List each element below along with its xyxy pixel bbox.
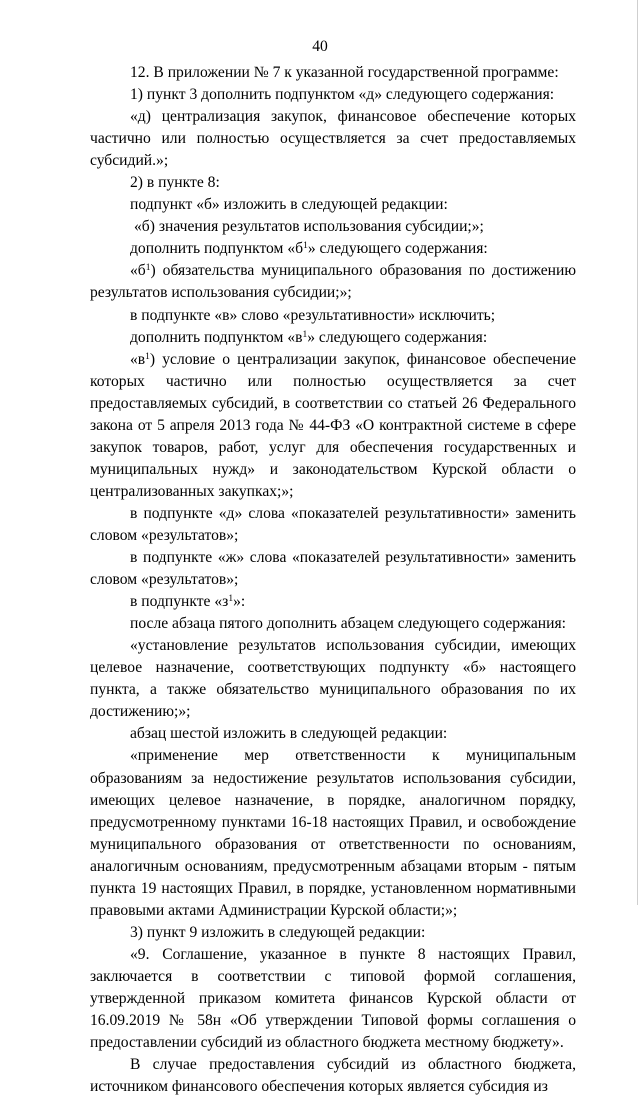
paragraph: «б) значения результатов использования субсидии;»;: [134, 218, 484, 236]
paragraph: «применение мер ответственности к муниципальным образованиям за недостижение результатов использования субсидии, имеющих целевое назначение, в порядке, аналогичном порядку, предусмотренному пунктами 16-18 настоящих Правил, и освобождение муниципального образования от ответственности по основаниям, аналогичным основаниям, предусмотренным абзацами вторым - пятым пункта 19 настоящих Правил, в порядке, установленном нормативными правовыми актами Администрации Курской области;»;: [90, 747, 576, 919]
page-number: 40: [312, 38, 328, 55]
text-run: в подпункте «з: [130, 593, 229, 611]
paragraph: после абзаца пятого дополнить абзацем следующего содержания:: [130, 615, 566, 633]
paragraph: [90, 349, 576, 503]
paragraph: [90, 260, 576, 304]
text-run: »:: [233, 593, 246, 611]
paragraph: подпункт «б» изложить в следующей редакции:: [130, 196, 448, 214]
superscript: 1: [145, 263, 151, 274]
superscript: 1: [302, 329, 308, 340]
paragraph: «д) централизация закупок, финансовое обеспечение которых частично или полностью осуществляется за счет предоставляемых субсидий.»;: [90, 108, 576, 170]
paragraph: в подпункте «в» слово «результативности» исключить;: [130, 306, 496, 324]
text-run: «в: [130, 350, 146, 368]
text-run: «б: [130, 262, 146, 280]
superscript: 1: [228, 594, 234, 605]
paragraph: [90, 327, 576, 349]
paragraph: «9. Соглашение, указанное в пункте 8 настоящих Правил, заключается в соответствии с типовой формой соглашения, утвержденной приказом комитета финансов Курской области от 16.09.2019 № 58н «Об утверждении Типовой формы соглашения о предоставлении субсидий из областного бюджета местному бюджету».: [90, 945, 576, 1052]
text-run: дополнить подпунктом «в: [130, 328, 303, 346]
text-run: » следующего содержания:: [307, 240, 488, 258]
text-run: » следующего содержания:: [307, 328, 488, 346]
paragraph: в подпункте «д» слова «показателей результативности» заменить словом «результатов»;: [90, 504, 576, 544]
paragraph: 1) пункт 3 дополнить подпунктом «д» следующего содержания:: [130, 86, 555, 104]
paragraph: 12. В приложении № 7 к указанной государственной программе:: [130, 64, 559, 81]
paragraph: [90, 238, 576, 260]
paragraph: [90, 591, 576, 613]
document-body: [90, 62, 576, 1098]
paragraph: в подпункте «ж» слова «показателей результативности» заменить словом «результатов»;: [90, 549, 576, 589]
superscript: 1: [303, 241, 308, 252]
paragraph: 2) в пункте 8:: [130, 174, 220, 192]
paragraph: абзац шестой изложить в следующей редакции:: [130, 725, 448, 743]
paragraph: В случае предоставления субсидий из областного бюджета, источником финансового обеспечения которых является субсидия из: [90, 1056, 576, 1096]
superscript: 1: [145, 351, 150, 362]
text-run: ) обязательства муниципального образования по достижению результатов использования субсидии;»;: [90, 262, 576, 302]
paragraph: 3) пункт 9 изложить в следующей редакции:: [130, 923, 426, 941]
text-run: ) условие о централизации закупок, финансовое обеспечение которых частично или полностью осуществляется за счет предоставляемых субсидий, в соответствии со статьей 26 Федерального закона от 5 апреля 2013 года № 44-ФЗ «О контрактной системе в сфере закупок товаров, работ, услуг для обеспечения государственных и муниципальных нужд» и законодательством Курской области о централизованных закупках;»;: [90, 350, 576, 500]
text-run: дополнить подпунктом «б: [130, 240, 304, 258]
paragraph: «установление результатов использования субсидии, имеющих целевое назначение, соответствующих подпункту «б» настоящего пункта, а также обязательство муниципального образования по их достижению;»;: [90, 637, 576, 721]
scan-edge-line: [637, 0, 638, 905]
